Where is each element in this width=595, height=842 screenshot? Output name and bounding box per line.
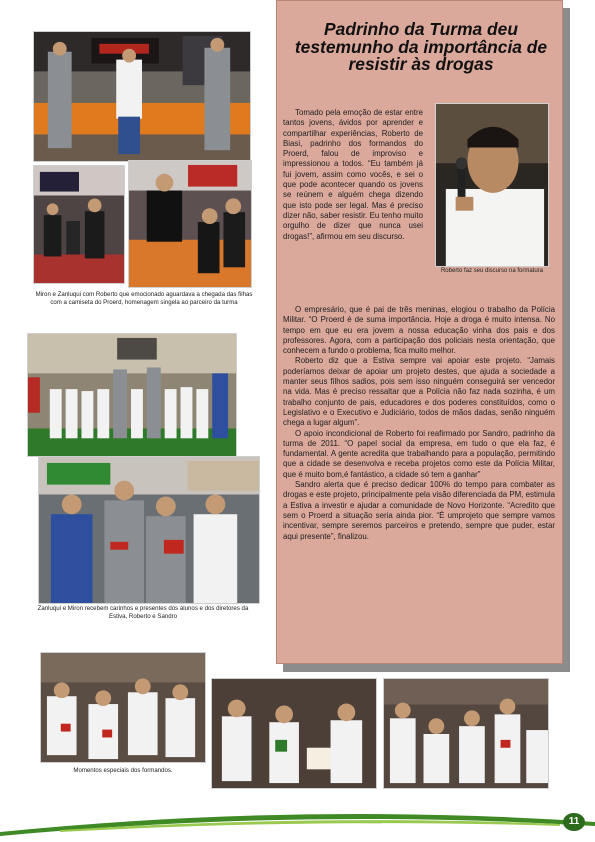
article-paragraph-3: Roberto diz que a Estiva sempre vai apoiar este projeto. “Jamais poderíamos deixar de apoiar um projeto destes, que ajuda a sociedade a manter seus filhos sadios, pois sem isso ninguém conseguirá ser vencedor na vida. Mas é preciso ressaltar que a Polícia não faz nada sozinha, é um trabalho conjunto de pais, educadores e dos poderes constituídos, como o Legislativo e o Executivo e Judiciário, todos de mãos dadas, senão ninguém chega a lugar algum”. — [283, 356, 555, 428]
photo-students-bottom-left — [40, 652, 206, 763]
article-headline: Padrinho da Turma deu testemunho da importância de resistir às drogas — [294, 19, 548, 74]
footer-green-swoosh — [0, 800, 595, 842]
caption-bottom-photos: Momentos especiais dos formandos. — [73, 767, 173, 774]
article-paragraph-5: Sandro alerta que é preciso dedicar 100% do tempo para combater as drogas e este projeto, principalmente pela visão diferenciada da PM, estimula a Estiva a investir e ajudar a comunidade de Novo Horizonte. “Acredito que sem o Proerd a situação seria ainda pior. “É umprojeto que sempre vamos incentivar, sempre seremos parceiros e pretendo, sempre que puder, estar aqui presente”, finalizou. — [283, 480, 555, 541]
photo-girls-tshirt-right — [128, 160, 252, 288]
article-paragraph-2: O empresário, que é pai de três meninas, elogiou o trabalho da Polícia Militar. “O Proerd é de suma importância. Hoje a droga é muito intensa. No tempo em que eu era jovem a nossa educação vinha dos pais e dos professores. Agora, com a participação dos policiais nesta orientação, que conhecem a fundo o problema, fica muito melhor. — [283, 305, 555, 356]
page-number-badge: 11 — [563, 813, 585, 831]
photo-officials-gifts — [38, 456, 260, 604]
article-column-narrow — [283, 108, 423, 242]
article-paragraph-1: Tomado pela emoção de estar entre tantos jovens, ávidos por aprender e compartilhar experiências, Roberto de Biasi, padrinho dos formandos do Proerd, falou de improviso e impressionou a todos. “Eu também já fui jovem, assim como vocês, e sei o que pode acontecer quando os jovens se reúnem e alguém chega dizendo que isto pode ser legal. Mas é preciso dizer não, saber resistir. Eu tenho muito orgulho de dizer que nunca usei drogas!”, afirmou em seu discurso. — [283, 108, 423, 241]
caption-middle-photos: Zanluqui e Miron recebem carinhos e presentes dos alunos e dos diretores da Estiva, Roberto e Sandro — [37, 605, 249, 620]
caption-speaker: Roberto faz seu discurso na formatura — [440, 268, 544, 274]
photo-students-certificate — [211, 678, 377, 789]
photo-speaker-microphone — [435, 103, 549, 267]
photo-students-group — [27, 333, 237, 457]
article-paragraph-4: O apoio incondicional de Roberto foi reafirmado por Sandro, padrinho da turma de 2011. “O papel social da empresa, em tudo o que ela faz, é fundamental. A gente acredita que trabalhando para a população, permitindo que a cidade se desenvolva e receba projetos como este da Polícia Militar, que é muito bom,é fantástico, a cidade só tem a ganhar” — [283, 428, 555, 479]
photo-girls-tshirt-left — [33, 165, 125, 284]
photo-students-bottom-right — [383, 678, 549, 789]
photo-stage-officials — [33, 31, 251, 162]
article-column-wide — [283, 305, 555, 542]
caption-top-photos: Miron e Zanluqui com Roberto que emocionado aguardava a chegada das filhas com a camiseta do Proerd, homenagem singela ao parceiro da turma — [35, 291, 253, 306]
